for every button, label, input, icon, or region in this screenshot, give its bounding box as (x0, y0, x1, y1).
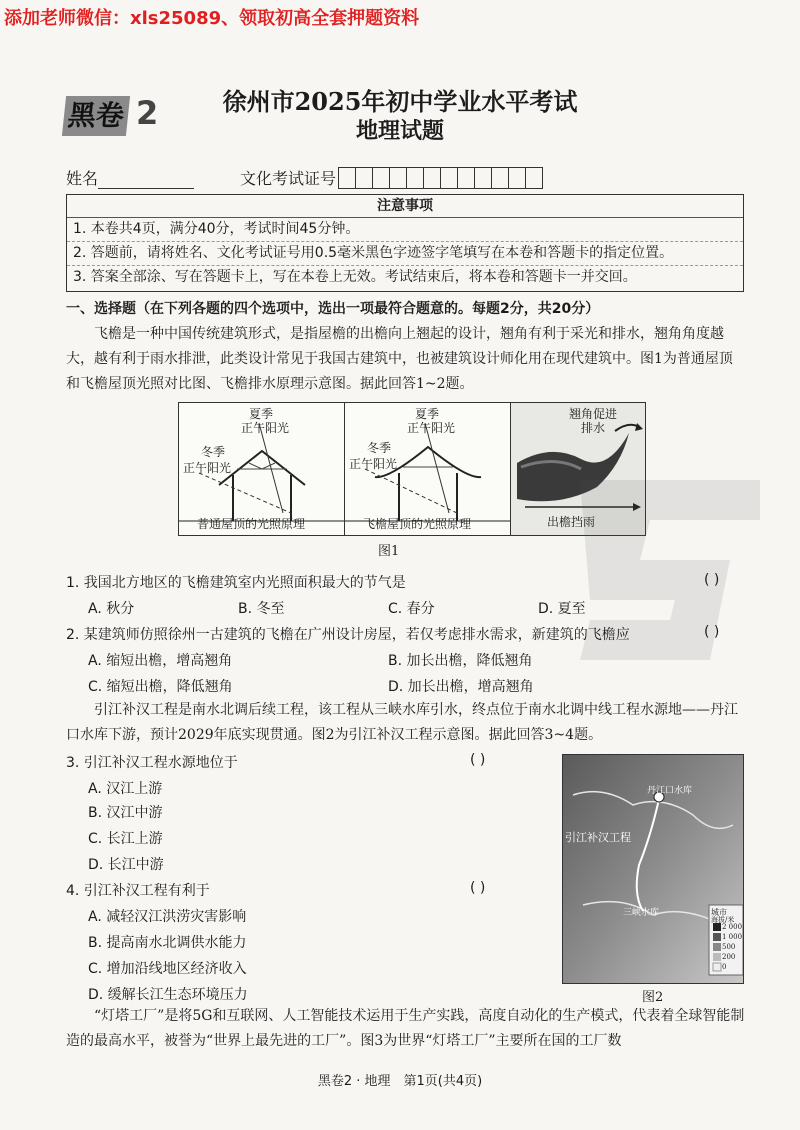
panel-label: 普通屋顶的光照原理 (197, 517, 306, 531)
drain-label-2: 排水 (581, 421, 606, 435)
question-3: 3. 引江补汉工程水源地位于 (66, 755, 238, 771)
panel-label: 出檐挡雨 (547, 515, 596, 529)
passage-3: “灯塔工厂”是将5G和互联网、人工智能技术运用于生产实践，高度自动化的生产模式，代表着全球智能制造的最高水平，被誉为“世界上最先进的工厂”。图3为世界“灯塔工厂”主要所在国的工厂数 (66, 1008, 745, 1049)
option-c: C. 缩短出檐，降低翘角 (88, 679, 233, 695)
noon-sun-label: 正午阳光 (241, 421, 290, 435)
notice-heading: 注意事项 (67, 195, 743, 218)
question-2: 2. 某建筑师仿照徐州一古建筑的飞檐在广州设计房屋，若仅考虑排水需求，新建筑的飞檐应 (66, 627, 630, 643)
option-d: D. 长江中游 (88, 857, 164, 873)
background-mark-icon (560, 440, 780, 680)
id-boxes[interactable] (338, 167, 543, 189)
legend-value: 2 000 (722, 923, 743, 931)
figure-2-caption: 图2 (642, 990, 664, 1005)
panel-normal-roof (178, 402, 346, 536)
winter-label: 冬季 (367, 441, 392, 455)
legend-value: 500 (722, 943, 736, 951)
option-b: B. 汉江中游 (88, 805, 163, 821)
section-heading: 一、选择题（在下列各题的四个选项中，选出一项最符合题意的。每题2分，共20分） (66, 301, 600, 317)
option-c: C. 春分 (388, 601, 435, 617)
name-field[interactable] (66, 166, 194, 189)
notice-item: 1. 本卷共4页，满分40分，考试时间45分钟。 (67, 218, 743, 242)
passage-2: 引江补汉工程是南水北调后续工程，该工程从三峡水库引水，终点位于南水北调中线工程水源地——丹江口水库下游，预计2029年底实现贯通。图2为引江补汉工程示意图。据此回答3~4题。 (66, 702, 738, 743)
figure-2-map (562, 754, 744, 984)
name-blank[interactable] (98, 172, 194, 189)
option-c: C. 长江上游 (88, 831, 163, 847)
option-b: B. 冬至 (238, 601, 285, 617)
noon-sun-label: 正午阳光 (349, 457, 398, 471)
option-a: A. 减轻汉江洪涝灾害影响 (88, 909, 247, 925)
question-1: 1. 我国北方地区的飞檐建筑室内光照面积最大的节气是 (66, 575, 406, 591)
answer-paren: ( ) (470, 752, 486, 768)
legend-unit: 海拔/米 (711, 916, 735, 924)
name-label: 姓名 (66, 169, 99, 188)
option-b: B. 加长出檐，降低翘角 (388, 653, 533, 669)
promo-watermark: 添加老师微信：xls25089、领取初高全套押题资料 (4, 8, 420, 29)
drain-label: 翘角促进 (569, 407, 618, 421)
answer-paren: ( ) (704, 572, 720, 588)
summer-label: 夏季 (415, 407, 440, 421)
page-footer: 黑卷2 · 地理 第1页(共4页) (317, 1074, 483, 1089)
legend-title: 城市 (711, 908, 727, 917)
logo-number: 2 (136, 94, 159, 132)
figure-1-caption: 图1 (378, 544, 400, 559)
option-b: B. 提高南水北调供水能力 (88, 935, 247, 951)
project-label: 引江补汉工程 (565, 831, 631, 844)
passage-1: 飞檐是一种中国传统建筑形式，是指屋檐的出檐向上翘起的设计，翘角有利于采光和排水，翘角角度越大，越有利于雨水排泄，此类设计常见于我国古建筑中，也被建筑设计师化用在现代建筑中。图1为普通屋顶和飞檐屋顶光照对比图、飞檐排水原理示意图。据此回答1~2题。 (66, 326, 733, 392)
winter-label: 冬季 (201, 445, 226, 459)
legend-value: 200 (722, 953, 736, 961)
reservoir-label: 丹江口水库 (647, 786, 693, 796)
option-d: D. 夏至 (538, 601, 586, 617)
answer-paren: ( ) (704, 624, 720, 640)
exam-subtitle: 地理试题 (355, 118, 444, 144)
notice-item: 2. 答题前，请将姓名、文化考试证号用0.5毫米黑色字迹签字笔填写在本卷和答题卡的指定位置。 (67, 242, 743, 266)
summer-label: 夏季 (249, 407, 274, 421)
panel-label: 飞檐屋顶的光照原理 (363, 517, 472, 531)
option-a: A. 缩短出檐，增高翘角 (88, 653, 233, 669)
sanxia-label: 三峡水库 (623, 908, 660, 918)
option-d: D. 缓解长江生态环境压力 (88, 987, 248, 1003)
option-d: D. 加长出檐，增高翘角 (388, 679, 534, 695)
legend-value: 1 000 (722, 933, 743, 941)
id-field[interactable] (240, 166, 543, 189)
option-c: C. 增加沿线地区经济收入 (88, 961, 247, 977)
notice-box (66, 194, 744, 292)
exam-title: 徐州市2025年初中学业水平考试 (222, 87, 578, 116)
answer-paren: ( ) (470, 880, 486, 896)
logo-text: 黑卷 (62, 96, 130, 136)
legend-value: 0 (722, 963, 727, 971)
option-a: A. 秋分 (88, 601, 135, 617)
id-label: 文化考试证号 (240, 169, 337, 188)
option-a: A. 汉江上游 (88, 781, 163, 797)
noon-sun-label: 正午阳光 (407, 421, 456, 435)
panel-flying-eave (344, 402, 512, 536)
question-4: 4. 引江补汉工程有利于 (66, 883, 210, 899)
notice-item: 3. 答案全部涂、写在答题卡上，写在本卷上无效。考试结束后，将本卷和答题卡一并交回。 (73, 269, 637, 285)
noon-sun-label: 正午阳光 (183, 461, 232, 475)
